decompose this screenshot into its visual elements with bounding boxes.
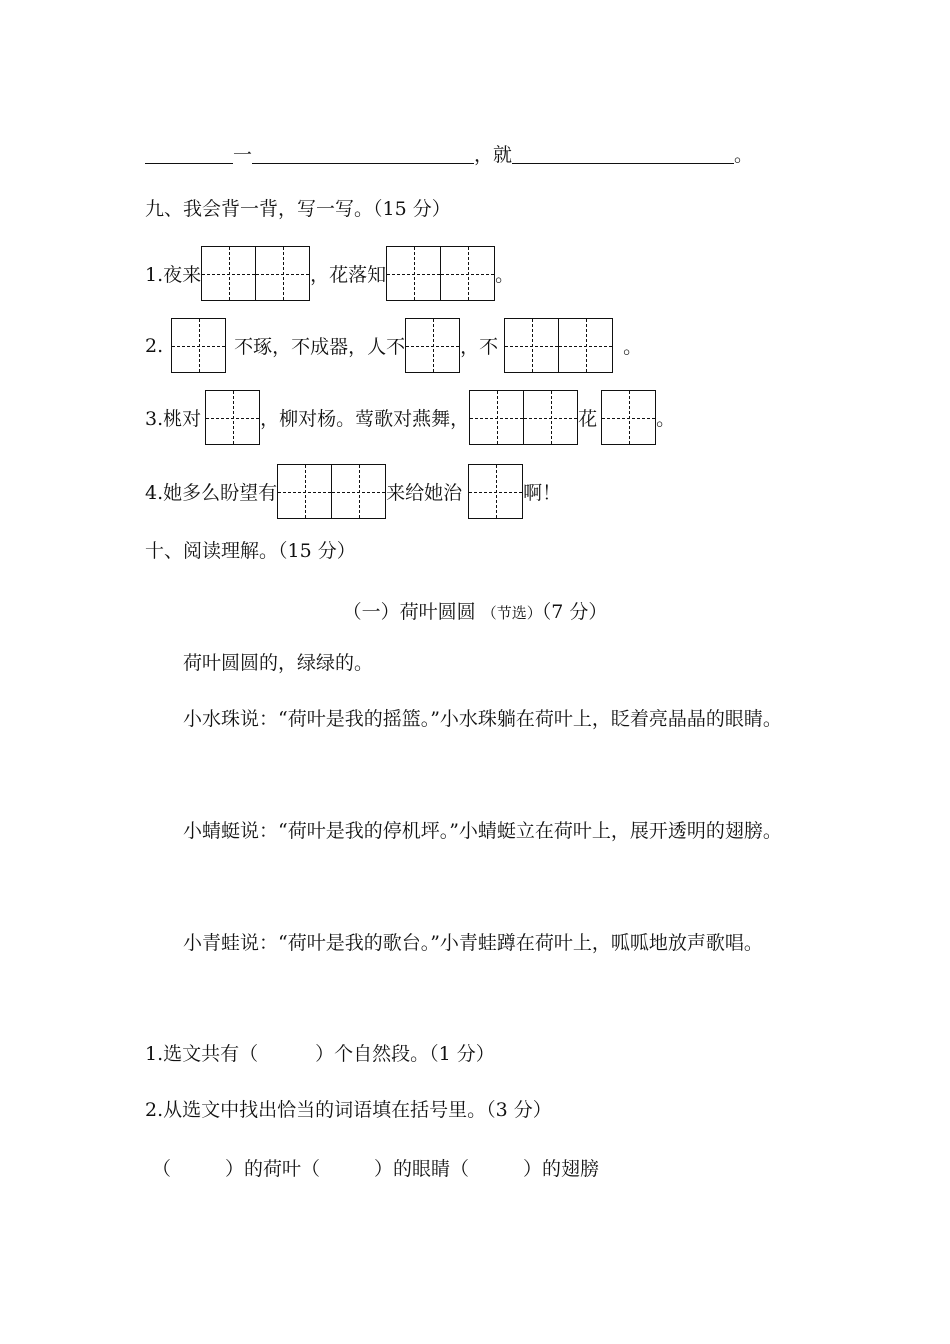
question-9-1 (145, 246, 514, 301)
text: ，柳对杨。莺歌对燕舞， (260, 408, 470, 430)
question-9-4 (145, 464, 561, 519)
char-boxes[interactable] (171, 318, 226, 373)
text: 来给她治 (386, 482, 463, 504)
text: ）的荷叶（ (225, 1158, 321, 1180)
question-10-1: 1.选文共有（ ）个自然段。（1 分） (145, 1043, 495, 1065)
text: 。 (656, 408, 676, 430)
passage-title (0, 597, 950, 624)
question-9-3 (145, 390, 675, 445)
passage-paragraph: 小青蛙说：“荷叶是我的歌台。”小青蛙蹲在荷叶上，呱呱地放声歌唱。 (183, 932, 763, 954)
text: 啊！ (523, 482, 562, 504)
passage-title-main: （一）荷叶圆圆 (342, 601, 476, 623)
text: 4.她多么盼望有 (145, 482, 278, 504)
char-boxes[interactable] (601, 390, 656, 445)
text: 一 (233, 144, 253, 166)
passage-paragraph: 荷叶圆圆的，绿绿的。 (183, 652, 374, 674)
text: 。 (623, 336, 643, 358)
passage-paragraph: 小蜻蜓说：“荷叶是我的停机坪。”小蜻蜓立在荷叶上，展开透明的翅膀。 (183, 820, 782, 842)
char-boxes[interactable] (386, 246, 495, 301)
text: ，花落知 (310, 264, 387, 286)
char-boxes[interactable] (201, 246, 310, 301)
text: （ (152, 1158, 172, 1180)
text: ，就 (474, 144, 513, 166)
question-9-2 (145, 318, 642, 373)
passage-title-note: （节选） (481, 604, 542, 622)
text: ）的眼睛（ (374, 1158, 470, 1180)
passage-title-score: （7 分） (541, 601, 608, 623)
char-boxes[interactable] (205, 390, 260, 445)
section-10-heading: 十、阅读理解。（15 分） (145, 540, 356, 562)
char-boxes[interactable] (504, 318, 613, 373)
text: 1.夜来 (145, 264, 202, 286)
text: ，不 (460, 336, 499, 358)
text: ）的翅膀 (523, 1158, 600, 1180)
question-10-2: 2.从选文中找出恰当的词语填在括号里。（3 分） (145, 1099, 552, 1121)
question-10-2-blanks (152, 1154, 599, 1181)
text: 。 (734, 144, 754, 166)
section-9-heading: 九、我会背一背，写一写。（15 分） (145, 198, 451, 220)
text: 花 (578, 408, 598, 430)
char-boxes[interactable] (405, 318, 460, 373)
char-boxes[interactable] (468, 464, 523, 519)
text: 不琢，不成器，人不 (234, 336, 406, 358)
text: 。 (495, 264, 515, 286)
blank-line[interactable] (145, 143, 233, 164)
blank-line[interactable] (512, 143, 734, 164)
text: 2. (145, 334, 164, 357)
text: 3.桃对 (145, 408, 202, 430)
fill-line-top (145, 140, 753, 167)
blank-line[interactable] (252, 143, 474, 164)
char-boxes[interactable] (469, 390, 578, 445)
char-boxes[interactable] (277, 464, 386, 519)
passage-paragraph: 小水珠说：“荷叶是我的摇篮。”小水珠躺在荷叶上，眨着亮晶晶的眼睛。 (183, 708, 782, 730)
